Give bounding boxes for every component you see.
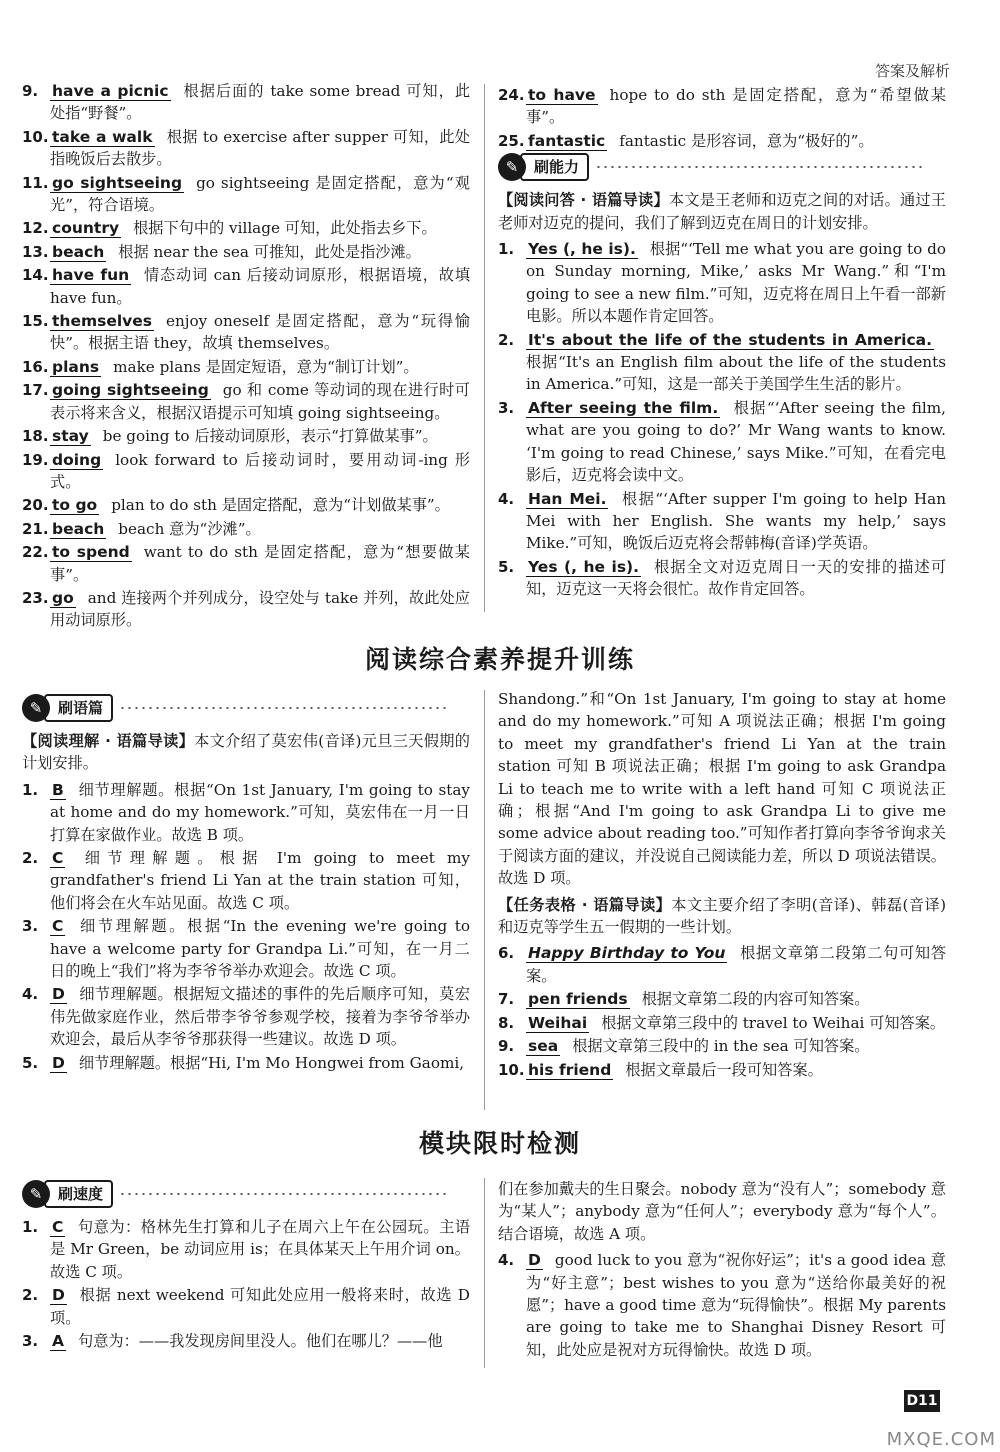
item-number: 20. xyxy=(22,496,49,515)
answer-item xyxy=(22,541,470,586)
item-number: 6. xyxy=(498,944,515,963)
item-answer: have a picnic xyxy=(52,82,169,100)
answer-item xyxy=(22,1284,470,1329)
page-number: D11 xyxy=(904,1390,940,1412)
watermark: MXQE.COM xyxy=(886,1429,996,1450)
item-explanation: 根据文章第三段中的 travel to Weihai 可知答案。 xyxy=(601,1013,946,1032)
book-icon: ✎ xyxy=(498,153,526,181)
header-tag: 答案及解析 xyxy=(874,62,950,80)
section-title-reading: 阅读综合素养提升训练 xyxy=(364,645,635,674)
item-explanation: 情态动词 can 后接动词原形，根据语境，故填 have fun。 xyxy=(50,266,471,307)
item-answer: pen friends xyxy=(528,990,628,1009)
item-answer: D xyxy=(528,1251,541,1270)
answer-item xyxy=(498,556,946,601)
item-explanation: make plans 是固定短语，意为“制订计划”。 xyxy=(113,357,419,376)
s2-continuation: Shandong.”和“On 1st January, I'm going to stay at home and do my homework.”可知 A 项说法正确；根据 I'm going to meet my grandfather's friend Li Yan at the train station 可知 B 项说法正确；根据 I'm going to ask Grandpa Li to teach me to write with a left hand 可知 C 项说法正确；根据“And I'm going to ask Grandpa Li to give me some advice about reading too.”可知作者打算向李爷爷询求关于阅读方面的建议，并没说自己阅读能力差，所以 D 项说法错误。故选 D 项。 xyxy=(498,690,946,888)
item-number: 7. xyxy=(498,990,515,1009)
item-number: 11. xyxy=(22,173,49,192)
item-number: 4. xyxy=(498,489,515,508)
book-icon: ✎ xyxy=(22,1180,50,1208)
item-number: 10. xyxy=(22,127,49,146)
item-explanation: hope to do sth 是固定搭配，意为“希望做某事”。 xyxy=(526,86,946,127)
item-answer: Yes (, he is). xyxy=(528,240,636,259)
item-number: 13. xyxy=(22,242,49,261)
item-number: 16. xyxy=(22,357,49,376)
item-explanation: 根据全文对迈克周日一天的安排的描述可知，迈克这一天将会很忙。故作肯定回答。 xyxy=(526,557,947,599)
item-explanation: 根据 near the sea 可推知，此处是指沙滩。 xyxy=(118,242,421,261)
answer-item xyxy=(498,397,946,487)
item-number: 9. xyxy=(22,82,39,100)
tag-speed: ✎ 刷速度 xyxy=(22,1180,449,1208)
answer-item xyxy=(22,847,470,914)
item-explanation: fantastic 是形容词，意为“极好的”。 xyxy=(619,131,874,150)
item-answer: take a walk xyxy=(52,127,153,146)
item-explanation: go 和 come 等动词的现在进行时可表示将来含义，根据汉语提示可知填 going sightseeing。 xyxy=(50,381,470,422)
item-explanation: 细节理解题。根据“Hi, I'm Mo Hongwei from Gaomi, xyxy=(78,1053,465,1072)
answer-item xyxy=(498,988,946,1010)
item-number: 23. xyxy=(22,588,49,607)
item-explanation: 细节理解题。根据短文描述的事件的先后顺序可知，莫宏伟先做家庭作业，然后带李爷爷参观学校，接着为李爷爷举办欢迎会，最后从李爷爷那获得一些建议。故选 D 项。 xyxy=(50,985,470,1049)
item-explanation: 根据“It's an English film about the life of the students in America.”可知，这是一部关于美国学生生活的影片。 xyxy=(526,353,946,394)
item-answer: to go xyxy=(52,496,98,515)
item-explanation: 句意为：格林先生打算和儿子在周六上午在公园玩。主语是 Mr Green，be 动词应用 is；在具体某天上午用介词 on。故选 C 项。 xyxy=(50,1218,470,1281)
item-answer: his friend xyxy=(528,1060,612,1079)
item-explanation: 根据“‘Tell me what you are going to do on Sunday morning, Mike,’ asks Mr Wang.”和“I'm going to see a new film.”可知，迈克将在周日上午看一部新电影。所以本题作肯定回答。 xyxy=(526,240,946,326)
lead-task: 【任务表格 · 语篇导读】本文主要介绍了李明(音译)、韩磊(音译)和迈克等学生五一假期的一些计划。 xyxy=(498,895,946,937)
item-answer: D xyxy=(52,1053,65,1072)
item-number: 1. xyxy=(498,240,515,259)
item-number: 8. xyxy=(498,1013,515,1032)
item-number: 3. xyxy=(22,917,39,936)
item-explanation: 根据文章第三段中的 in the sea 可知答案。 xyxy=(572,1037,870,1056)
item-number: 24. xyxy=(498,86,525,104)
item-explanation: want to do sth 是固定搭配，意为“想要做某事”。 xyxy=(50,543,470,584)
s3-continuation: 们在参加戴夫的生日聚会。nobody 意为“没有人”；somebody 意为“某人”；anybody 意为“任何人”；everybody 意为“每个人”。结合语境，故选 A 项。 xyxy=(498,1180,946,1243)
item-explanation: 句意为：——我发现房间里没人。他们在哪儿？——他 xyxy=(78,1332,443,1351)
item-explanation: 根据 next weekend 可知此处应用一般将来时，故选 D 项。 xyxy=(50,1286,470,1327)
item-answer: C xyxy=(52,849,64,868)
item-answer: to have xyxy=(528,86,596,104)
item-answer: beach xyxy=(52,242,105,261)
answer-item xyxy=(498,1249,946,1361)
item-number: 2. xyxy=(498,330,515,349)
answer-item xyxy=(498,1012,946,1034)
item-number: 14. xyxy=(22,266,49,285)
answer-item xyxy=(22,126,470,171)
item-number: 15. xyxy=(22,312,49,331)
answer-item xyxy=(498,130,946,152)
item-explanation: beach 意为“沙滩”。 xyxy=(118,519,261,538)
column-divider xyxy=(484,1178,485,1368)
answer-item xyxy=(22,779,470,846)
item-explanation: 细节理解题。根据 I'm going to meet my grandfather's friend Li Yan at the train station 可知，他们将会在火车站见面。故选 C 项。 xyxy=(50,849,470,912)
item-explanation: 根据 to exercise after supper 可知，此处指晚饭后去散步。 xyxy=(50,127,470,169)
book-icon: ✎ xyxy=(22,694,50,722)
answer-item xyxy=(22,587,470,632)
s3-right-column xyxy=(498,1178,946,1362)
item-answer: sea xyxy=(528,1037,559,1056)
item-explanation: enjoy oneself 是固定搭配，意为“玩得愉快”。根据主语 they，故填 themselves。 xyxy=(50,312,470,353)
item-answer: Han Mei. xyxy=(528,489,607,508)
answer-item xyxy=(22,1052,470,1074)
item-explanation: go sightseeing 是固定搭配，意为“观光”，符合语境。 xyxy=(50,173,470,215)
s1-left-column xyxy=(22,80,470,633)
column-divider xyxy=(484,690,485,1110)
item-explanation: 根据文章最后一段可知答案。 xyxy=(625,1060,823,1079)
item-explanation: 根据后面的 take some bread 可知，此处指“野餐”。 xyxy=(50,82,471,123)
tag-passage: ✎ 刷语篇 xyxy=(22,694,449,722)
s3-left-column xyxy=(22,1180,470,1353)
item-number: 9. xyxy=(498,1037,515,1056)
answer-item xyxy=(22,1330,470,1352)
item-answer: to spend xyxy=(52,543,130,562)
item-answer: plans xyxy=(52,357,100,376)
item-answer: Weihai xyxy=(528,1013,588,1032)
item-answer: doing xyxy=(52,450,102,469)
answer-item xyxy=(22,915,470,982)
item-number: 2. xyxy=(22,849,39,868)
item-number: 3. xyxy=(498,398,515,417)
item-explanation: 细节理解题。根据“On 1st January, I'm going to stay at home and do my homework.”可知，莫宏伟在一月一日打算在家做作业。故选 B 项。 xyxy=(50,780,470,844)
answer-item xyxy=(22,983,470,1050)
answer-item xyxy=(498,238,946,328)
answer-item xyxy=(22,310,470,355)
answer-item xyxy=(22,1216,470,1283)
item-answer: Happy Birthday to You xyxy=(528,944,726,963)
item-answer: It's about the life of the students in America. xyxy=(528,330,932,349)
s2-right-column xyxy=(498,688,946,1082)
answer-item xyxy=(498,942,946,987)
item-explanation: plan to do sth 是固定搭配，意为“计划做某事”。 xyxy=(111,496,450,515)
item-answer: go sightseeing xyxy=(52,173,183,192)
item-answer: country xyxy=(52,219,120,238)
answer-item xyxy=(498,84,946,129)
s2-left-column xyxy=(22,694,470,1075)
item-answer: D xyxy=(52,985,65,1004)
item-number: 5. xyxy=(498,557,515,576)
lead-passage: 【阅读理解 · 语篇导读】本文介绍了莫宏伟(音译)元旦三天假期的计划安排。 xyxy=(22,732,470,773)
item-number: 25. xyxy=(498,131,525,150)
item-answer: C xyxy=(52,1218,64,1236)
item-answer: stay xyxy=(52,427,89,446)
item-number: 1. xyxy=(22,1218,39,1236)
answer-item xyxy=(22,172,470,217)
item-answer: A xyxy=(52,1332,64,1351)
item-answer: going sightseeing xyxy=(52,381,209,400)
item-explanation: 根据“‘After supper I'm going to help Han Mei with her English. She wants my help,’ says Mike.”可知，晚饭后迈克将会帮韩梅(音译)学英语。 xyxy=(526,489,946,553)
item-answer: C xyxy=(52,917,64,936)
item-answer: Yes (, he is). xyxy=(528,557,640,576)
item-explanation: 根据“‘After seeing the film, what are you going to do?’ Mr Wang wants to know. ‘I'm going to read Chinese,’ says Mike.”可知，在看完电影后，迈克将会读中文。 xyxy=(526,398,946,485)
answer-item xyxy=(22,518,470,540)
item-explanation: 根据文章第二段的内容可知答案。 xyxy=(641,990,870,1009)
answer-item xyxy=(498,488,946,555)
item-answer: After seeing the film. xyxy=(528,398,719,417)
section-title-test: 模块限时检测 xyxy=(418,1129,581,1158)
answer-item xyxy=(22,356,470,378)
item-number: 18. xyxy=(22,427,49,446)
item-answer: D xyxy=(52,1286,65,1305)
item-number: 2. xyxy=(22,1286,39,1305)
item-number: 10. xyxy=(498,1060,525,1079)
item-explanation: good luck to you 意为“祝你好运”；it's a good idea 意为“好主意”；best wishes to you 意为“送给你最美好的祝愿”；have a good time 意为“玩得愉快”。根据 My parents are going to take me to Shanghai Disney Resort 可知，此处应是祝对方玩得愉快。故选 D 项。 xyxy=(526,1251,946,1359)
item-number: 21. xyxy=(22,519,49,538)
answer-item xyxy=(22,264,470,309)
item-explanation: 细节理解题。根据“In the evening we're going to have a welcome party for Grandpa Li.”可知，在一月二日的晚上“我们”将为李爷爷举办欢迎会。故选 C 项。 xyxy=(50,917,470,981)
answer-item xyxy=(498,329,946,396)
item-answer: have fun xyxy=(52,266,130,285)
tag-ability: ✎ 刷能力 xyxy=(498,153,925,181)
item-answer: beach xyxy=(52,519,105,538)
item-number: 17. xyxy=(22,381,49,400)
answer-item xyxy=(22,494,470,516)
s1-right-column xyxy=(498,84,946,602)
answer-item xyxy=(22,80,470,125)
item-number: 5. xyxy=(22,1053,39,1072)
item-explanation: be going to 后接动词原形，表示“打算做某事”。 xyxy=(102,427,438,446)
lead-ability: 【阅读问答 · 语篇导读】本文是王老师和迈克之间的对话。通过王老师对迈克的提问，我们了解到迈克在周日的计划安排。 xyxy=(498,191,946,232)
item-answer: fantastic xyxy=(528,131,606,150)
item-answer: themselves xyxy=(52,312,153,331)
item-explanation: 根据下句中的 village 可知，此处指去乡下。 xyxy=(133,219,437,238)
item-answer: B xyxy=(52,780,64,799)
item-number: 4. xyxy=(498,1251,515,1270)
item-explanation: look forward to 后接动词时，要用动词-ing 形式。 xyxy=(50,450,470,491)
answer-item xyxy=(22,217,470,239)
item-number: 22. xyxy=(22,543,49,562)
item-number: 19. xyxy=(22,450,49,469)
answer-item xyxy=(22,449,470,494)
item-explanation: and 连接两个并列成分，设空处与 take 并列，故此处应用动词原形。 xyxy=(50,588,470,630)
answer-item xyxy=(22,241,470,263)
answer-item xyxy=(498,1059,946,1081)
item-number: 1. xyxy=(22,780,39,799)
answer-item xyxy=(22,425,470,447)
column-divider xyxy=(484,84,485,612)
item-number: 12. xyxy=(22,219,49,238)
answer-item xyxy=(22,379,470,424)
item-answer: go xyxy=(52,588,74,607)
answer-item xyxy=(498,1035,946,1057)
item-number: 4. xyxy=(22,985,39,1004)
item-explanation: 根据文章第二段第二句可知答案。 xyxy=(526,944,947,985)
item-number: 3. xyxy=(22,1332,39,1351)
